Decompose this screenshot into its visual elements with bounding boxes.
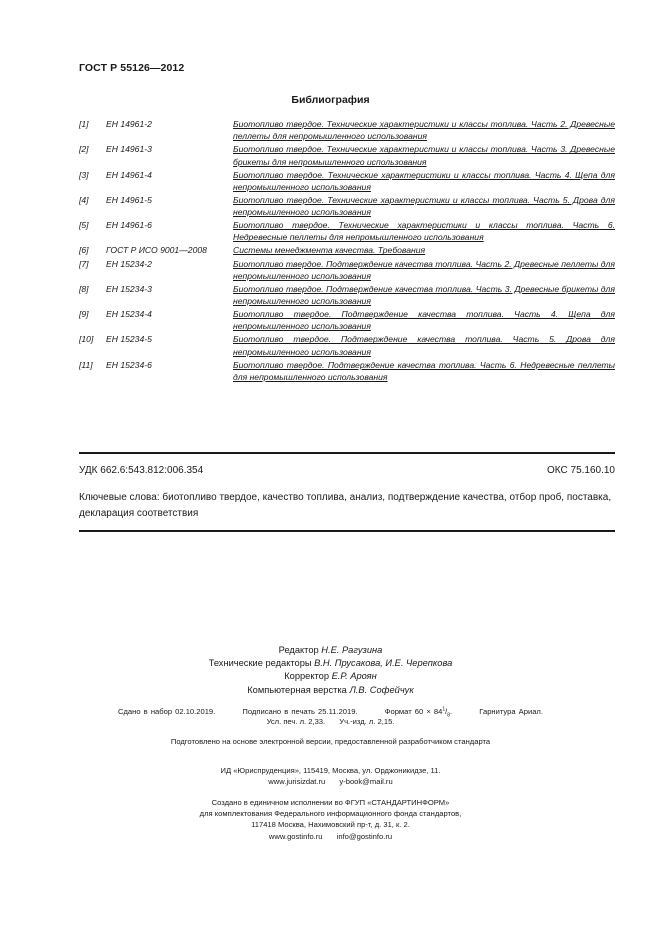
divider-top: [79, 452, 615, 454]
bibliography-description: Биотопливо твердое. Технические характеристики и классы топлива. Часть 4. Щепа для непромышленного использования: [233, 169, 615, 192]
bibliography-number: [4]: [79, 194, 89, 205]
bibliography-number: [10]: [79, 334, 94, 345]
keywords: Ключевые слова: биотопливо твердое, качество топлива, анализ, подтверждение качества, отбор проб, поставка, декларация соответствия: [79, 492, 612, 519]
bibliography-number: [11]: [79, 359, 93, 370]
bibliography-description: Биотопливо твердое. Технические характеристики и классы топлива. Часть 3. Древесные брикеты для непромышленного использования: [233, 144, 615, 167]
bibliography-title: Библиография: [291, 94, 370, 106]
bibliography-description: Биотопливо твердое. Технические характеристики и классы топлива. Часть 2. Древесные пеллеты для непромышленного использования: [233, 119, 615, 142]
format-prefix: Формат 60 × 84: [384, 706, 443, 716]
bibliography-number: [1]: [79, 119, 89, 129]
bibliography-number: [8]: [79, 283, 89, 294]
producer-line-1: Создано в единичном исполнении во ФГУП «СТАНДАРТИНФОРМ»: [211, 798, 450, 807]
publisher-site-link[interactable]: www.jurisizdat.ru: [268, 777, 326, 787]
udk-code: УДК 662.6:543.812:006.354: [79, 465, 204, 476]
tech-editors-label: Технические редакторы: [208, 658, 312, 669]
bibliography-code: ЕН 14961-2: [106, 119, 152, 129]
bibliography-row: [79, 359, 615, 383]
publisher-links: [0, 776, 661, 787]
credits-block: [0, 644, 661, 697]
prepared-note: Подготовлено на основе электронной версии, предоставленной разработчиком стандарта: [170, 737, 491, 746]
font-info: Гарнитура Ариал.: [479, 706, 543, 716]
oks-code: ОКС 75.160.10: [547, 465, 615, 476]
tech-editors-names: В.Н. Прусакова, И.Е. Черепкова: [314, 658, 453, 669]
format-sub: 8: [447, 712, 451, 719]
bibliography-description: Биотопливо твердое. Подтверждение качества топлива. Часть 2. Древесные пеллеты для непромышленного использования: [233, 258, 615, 281]
bibliography-row: [79, 219, 615, 243]
producer-site-link[interactable]: www.gostinfo.ru: [268, 831, 323, 841]
bibliography-description: Системы менеджмента качества. Требования: [233, 245, 426, 256]
bibliography-code: ЕН 14961-4: [106, 169, 152, 180]
bibliography-row: [79, 283, 615, 307]
publisher-email-link[interactable]: y-book@mail.ru: [339, 777, 393, 787]
publisher-block: [0, 765, 661, 788]
bibliography-row: [79, 333, 615, 357]
bibliography-description: Биотопливо твердое. Подтверждение качества топлива. Часть 5. Дрова для непромышленного использования: [233, 334, 615, 357]
format-sup: 1: [442, 706, 446, 712]
bibliography-code: ЕН 14961-3: [106, 144, 152, 155]
bibliography-row: [79, 308, 615, 332]
bibliography-row: [79, 169, 615, 193]
bibliography-description: Биотопливо твердое. Подтверждение качества топлива. Часть 3. Древесные брикеты для непромышленного использования: [233, 283, 615, 307]
bibliography-description: Биотопливо твердое. Подтверждение качества топлива. Часть 4. Щепа для непромышленного использования: [233, 309, 615, 332]
bibliography-number: [5]: [79, 220, 89, 231]
editor-line: [0, 644, 661, 657]
pub-sheets: Уч.-изд. л. 2,15.: [339, 717, 395, 726]
bibliography-number: [3]: [79, 169, 89, 180]
bibliography-code: ЕН 15234-3: [106, 283, 152, 294]
tech-editors-line: [0, 657, 661, 670]
bibliography-description: Биотопливо твердое. Технические характеристики и классы топлива. Часть 6. Недревесные пеллеты для непромышленного использования: [233, 220, 615, 243]
bibliography-code: ЕН 15234-6: [106, 359, 152, 370]
classification-line: [79, 465, 615, 476]
editor-name: Н.Е. Рагузина: [321, 645, 383, 655]
layout-line: [0, 684, 661, 697]
bibliography-code: ГОСТ Р ИСО 9001—2008: [106, 245, 207, 256]
bibliography-row: [79, 143, 615, 167]
corrector-label: Корректор: [284, 671, 330, 682]
format: Формат $60 \times 84^1/_8$.: [384, 706, 453, 719]
bibliography-number: [9]: [79, 309, 89, 320]
publisher-address: ИД «Юриспруденция», 115419, Москва, ул. Орджоникидзе, 11.: [220, 766, 441, 775]
bibliography-code: ЕН 14961-6: [106, 220, 152, 231]
producer-links: [0, 831, 661, 842]
corrector-line: [0, 670, 661, 683]
layout-label: Компьютерная верстка: [247, 684, 347, 695]
divider-bottom: [79, 530, 615, 532]
bibliography-number: [2]: [79, 144, 89, 155]
bibliography-code: ЕН 15234-4: [106, 309, 152, 320]
bibliography-list: [79, 118, 615, 384]
producer-line-3: 117418 Москва, Нахимовский пр-т, д. 31, к. 2.: [251, 820, 410, 830]
print-sheets: Усл. печ. л. 2,33.: [266, 717, 326, 726]
bibliography-number: [7]: [79, 258, 89, 269]
producer-block: [0, 797, 661, 842]
bibliography-description: Биотопливо твердое. Подтверждение качества топлива. Часть 6. Недревесные пеллеты для непромышленного использования: [233, 359, 615, 382]
layout-name: Л.В. Софейчук: [349, 684, 414, 695]
producer-line-2: для комплектования Федерального информационного фонда стандартов,: [199, 809, 462, 819]
editor-label: Редактор: [278, 645, 319, 655]
print-info-line-2: [0, 717, 661, 726]
sign-date: Подписано в печать 25.11.2019.: [242, 706, 358, 716]
bibliography-description: Биотопливо твердое. Технические характеристики и классы топлива. Часть 5. Дрова для непромышленного использования: [233, 194, 615, 218]
bibliography-code: ЕН 14961-5: [106, 194, 152, 205]
producer-email-link[interactable]: info@gostinfo.ru: [336, 831, 393, 841]
bibliography-row: [79, 244, 615, 256]
bibliography-number: [6]: [79, 245, 89, 256]
bibliography-row: [79, 118, 615, 142]
bibliography-row: [79, 194, 615, 218]
bibliography-code: ЕН 15234-2: [106, 258, 152, 269]
bibliography-code: ЕН 15234-5: [106, 334, 152, 345]
set-date: Сдано в набор 02.10.2019.: [118, 706, 216, 716]
document-id: ГОСТ Р 55126—2012: [79, 62, 185, 74]
bibliography-row: [79, 258, 615, 282]
corrector-name: Е.Р. Ароян: [331, 671, 377, 682]
